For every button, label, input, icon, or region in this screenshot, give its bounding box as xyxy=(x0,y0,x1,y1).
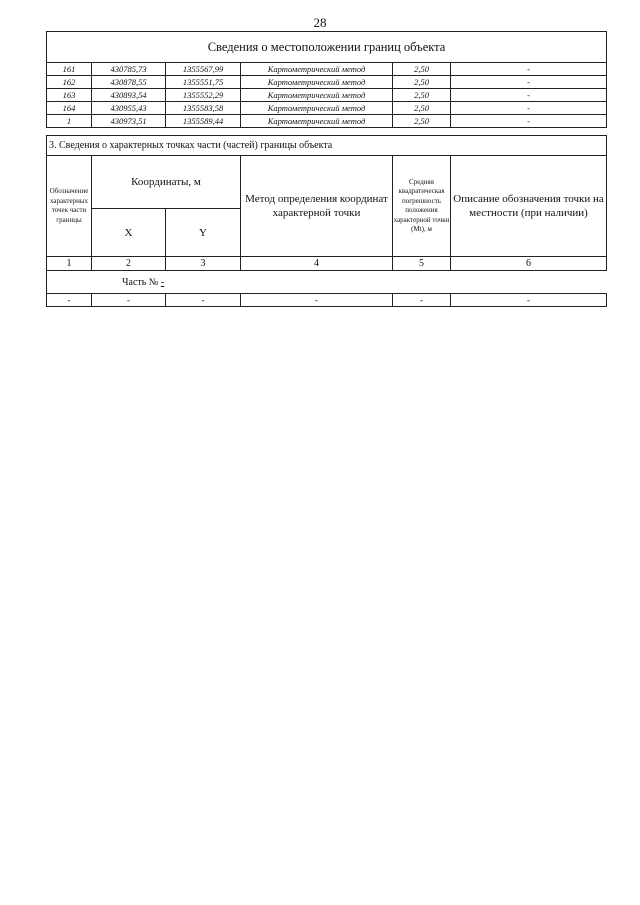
part-label xyxy=(47,271,607,294)
column-numbers-row xyxy=(47,257,607,271)
cell-n: 163 xyxy=(47,89,92,102)
cell-x: 430893,54 xyxy=(92,89,166,102)
cell-method: Картометрический метод xyxy=(241,102,393,115)
cell-y: 1355583,58 xyxy=(166,102,241,115)
table-row xyxy=(47,294,607,307)
header-description: Описание обозначения точки на местности (при наличии) xyxy=(451,156,607,257)
table-row xyxy=(47,63,607,76)
empty-cell: - xyxy=(393,294,451,307)
table-row xyxy=(47,89,607,102)
cell-x: 430973,51 xyxy=(92,115,166,128)
cell-desc: - xyxy=(451,76,607,89)
part-row xyxy=(47,271,607,294)
empty-cell: - xyxy=(92,294,166,307)
cell-method: Картометрический метод xyxy=(241,115,393,128)
table-row xyxy=(47,102,607,115)
cell-err: 2,50 xyxy=(393,89,451,102)
header-designation: Обозначение характерных точек части границы xyxy=(47,156,92,257)
part-label-text: Часть № xyxy=(122,276,159,288)
part-number-value: - xyxy=(160,276,165,288)
cell-desc: - xyxy=(451,89,607,102)
cell-desc: - xyxy=(451,63,607,76)
parts-section-title: 3. Сведения о характерных точках части (частей) границы объекта xyxy=(47,136,607,156)
header-x: X xyxy=(92,209,166,257)
cell-desc: - xyxy=(451,115,607,128)
cell-err: 2,50 xyxy=(393,76,451,89)
parts-table xyxy=(46,135,607,307)
cell-n: 161 xyxy=(47,63,92,76)
cell-y: 1355552,29 xyxy=(166,89,241,102)
empty-cell: - xyxy=(241,294,393,307)
cell-err: 2,50 xyxy=(393,63,451,76)
cell-x: 430878,55 xyxy=(92,76,166,89)
cell-x: 430785,73 xyxy=(92,63,166,76)
cell-err: 2,50 xyxy=(393,102,451,115)
table-row xyxy=(47,115,607,128)
cell-y: 1355567,99 xyxy=(166,63,241,76)
cell-method: Картометрический метод xyxy=(241,89,393,102)
column-number: 6 xyxy=(451,257,607,271)
column-number: 3 xyxy=(166,257,241,271)
header-method: Метод определения координат характерной точки xyxy=(241,156,393,257)
cell-y: 1355589,44 xyxy=(166,115,241,128)
cell-n: 162 xyxy=(47,76,92,89)
column-number: 5 xyxy=(393,257,451,271)
column-number: 1 xyxy=(47,257,92,271)
table-row xyxy=(47,76,607,89)
cell-x: 430955,43 xyxy=(92,102,166,115)
boundary-table xyxy=(46,31,607,128)
cell-method: Картометрический метод xyxy=(241,76,393,89)
cell-n: 1 xyxy=(47,115,92,128)
empty-cell: - xyxy=(451,294,607,307)
header-coordinates: Координаты, м xyxy=(92,156,241,209)
header-y: Y xyxy=(166,209,241,257)
empty-cell: - xyxy=(166,294,241,307)
cell-n: 164 xyxy=(47,102,92,115)
page-number: 28 xyxy=(313,15,327,30)
cell-err: 2,50 xyxy=(393,115,451,128)
empty-cell: - xyxy=(47,294,92,307)
column-number: 2 xyxy=(92,257,166,271)
cell-y: 1355551,75 xyxy=(166,76,241,89)
header-error: Средняя квадратическая погрешность положения характерной точки (Mt), м xyxy=(393,156,451,257)
cell-desc: - xyxy=(451,102,607,115)
boundary-table-title: Сведения о местоположении границ объекта xyxy=(47,32,607,63)
column-number: 4 xyxy=(241,257,393,271)
cell-method: Картометрический метод xyxy=(241,63,393,76)
